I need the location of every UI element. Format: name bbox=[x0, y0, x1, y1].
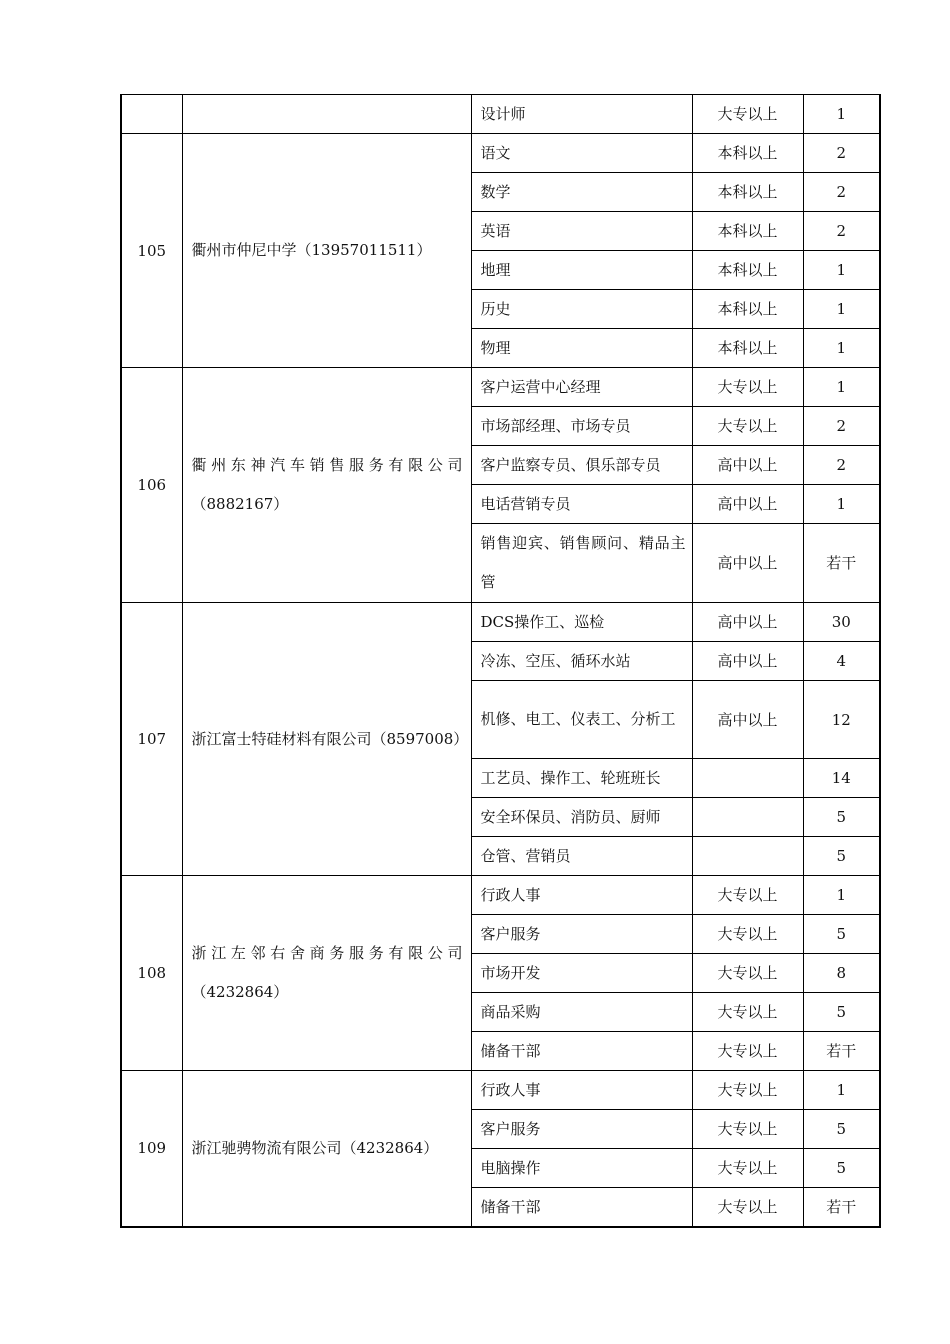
education-requirement: 高中以上 bbox=[692, 446, 803, 485]
headcount: 5 bbox=[803, 915, 880, 954]
position-title: 市场部经理、市场专员 bbox=[480, 417, 631, 435]
position-title: 商品采购 bbox=[480, 1003, 541, 1021]
position-cell bbox=[471, 1071, 692, 1110]
position-cell bbox=[471, 837, 692, 876]
position-title: 工艺员、操作工、轮班班长 bbox=[480, 769, 661, 787]
position-cell bbox=[471, 212, 692, 251]
education-requirement: 本科以上 bbox=[692, 212, 803, 251]
position-cell bbox=[471, 290, 692, 329]
position-title: 客户运营中心经理 bbox=[480, 378, 601, 396]
company-name: 浙江富士特硅材料有限公司（8597008） bbox=[191, 729, 469, 748]
education-requirement: 大专以上 bbox=[692, 915, 803, 954]
education-requirement: 本科以上 bbox=[692, 329, 803, 368]
education-requirement: 大专以上 bbox=[692, 954, 803, 993]
position-title: 电话营销专员 bbox=[480, 495, 571, 513]
position-cell bbox=[471, 1188, 692, 1227]
education-requirement: 大专以上 bbox=[692, 407, 803, 446]
company-name-cell bbox=[182, 368, 471, 603]
education-requirement: 大专以上 bbox=[692, 1071, 803, 1110]
headcount: 14 bbox=[803, 759, 880, 798]
position-cell bbox=[471, 485, 692, 524]
position-title: 仓管、营销员 bbox=[480, 847, 571, 865]
position-cell bbox=[471, 407, 692, 446]
education-requirement: 大专以上 bbox=[692, 95, 803, 134]
headcount: 1 bbox=[803, 95, 880, 134]
position-cell bbox=[471, 798, 692, 837]
headcount: 1 bbox=[803, 251, 880, 290]
education-requirement: 大专以上 bbox=[692, 368, 803, 407]
position-cell bbox=[471, 642, 692, 681]
position-cell bbox=[471, 993, 692, 1032]
company-name: 浙江驰骋物流有限公司（4232864） bbox=[191, 1138, 439, 1157]
education-requirement: 大专以上 bbox=[692, 993, 803, 1032]
company-name-cell bbox=[182, 603, 471, 876]
education-requirement bbox=[692, 837, 803, 876]
table-row bbox=[121, 1071, 880, 1110]
position-cell bbox=[471, 1149, 692, 1188]
table-row bbox=[121, 95, 880, 134]
headcount: 1 bbox=[803, 485, 880, 524]
position-title: 物理 bbox=[480, 339, 511, 357]
company-number-cell: 105 bbox=[121, 134, 182, 368]
position-title: 语文 bbox=[480, 144, 511, 162]
headcount: 2 bbox=[803, 134, 880, 173]
headcount: 1 bbox=[803, 290, 880, 329]
table-row bbox=[121, 603, 880, 642]
company-name-cell bbox=[182, 134, 471, 368]
position-cell bbox=[471, 954, 692, 993]
position-title: 电脑操作 bbox=[480, 1159, 541, 1177]
position-title: 数学 bbox=[480, 183, 511, 201]
headcount: 12 bbox=[803, 681, 880, 759]
position-cell bbox=[471, 915, 692, 954]
headcount: 2 bbox=[803, 173, 880, 212]
headcount: 2 bbox=[803, 212, 880, 251]
position-cell bbox=[471, 1110, 692, 1149]
position-title: 历史 bbox=[480, 300, 511, 318]
position-title: 地理 bbox=[480, 261, 511, 279]
headcount: 1 bbox=[803, 1071, 880, 1110]
headcount: 5 bbox=[803, 1110, 880, 1149]
headcount: 1 bbox=[803, 876, 880, 915]
position-title: 储备干部 bbox=[480, 1042, 541, 1060]
company-number-cell: 109 bbox=[121, 1071, 182, 1227]
education-requirement: 本科以上 bbox=[692, 134, 803, 173]
position-cell bbox=[471, 759, 692, 798]
table-row bbox=[121, 368, 880, 407]
education-requirement: 大专以上 bbox=[692, 1110, 803, 1149]
headcount: 5 bbox=[803, 798, 880, 837]
job-listing-table bbox=[120, 94, 881, 1228]
headcount: 30 bbox=[803, 603, 880, 642]
company-name: 衢州市仲尼中学（13957011511） bbox=[191, 241, 432, 259]
position-cell bbox=[471, 368, 692, 407]
position-title: 储备干部 bbox=[480, 1197, 541, 1216]
education-requirement: 高中以上 bbox=[692, 642, 803, 681]
education-requirement: 本科以上 bbox=[692, 173, 803, 212]
headcount: 5 bbox=[803, 837, 880, 876]
headcount: 若干 bbox=[803, 1188, 880, 1227]
position-title: 客户监察专员、俱乐部专员 bbox=[480, 456, 661, 474]
education-requirement: 高中以上 bbox=[692, 603, 803, 642]
education-requirement: 大专以上 bbox=[692, 1032, 803, 1071]
position-title: 行政人事 bbox=[480, 886, 541, 904]
position-cell bbox=[471, 524, 692, 603]
company-number-cell bbox=[121, 95, 182, 134]
headcount: 1 bbox=[803, 329, 880, 368]
position-title: 市场开发 bbox=[480, 964, 541, 982]
education-requirement: 大专以上 bbox=[692, 876, 803, 915]
table-row bbox=[121, 134, 880, 173]
company-number-cell: 107 bbox=[121, 603, 182, 876]
headcount: 5 bbox=[803, 1149, 880, 1188]
position-cell bbox=[471, 446, 692, 485]
company-name-cell bbox=[182, 95, 471, 134]
headcount: 8 bbox=[803, 954, 880, 993]
position-title: 行政人事 bbox=[480, 1081, 541, 1099]
position-title: 机修、电工、仪表工、分析工 bbox=[480, 710, 676, 728]
position-title: 英语 bbox=[480, 222, 511, 240]
position-title: 销售迎宾、销售顾问、精品主管 bbox=[480, 534, 686, 591]
position-title: 客户服务 bbox=[480, 925, 541, 943]
position-cell bbox=[471, 95, 692, 134]
company-number-cell: 108 bbox=[121, 876, 182, 1071]
position-title: 设计师 bbox=[480, 105, 526, 123]
company-number-cell: 106 bbox=[121, 368, 182, 603]
table-row bbox=[121, 876, 880, 915]
position-cell bbox=[471, 1032, 692, 1071]
education-requirement: 高中以上 bbox=[692, 681, 803, 759]
position-cell bbox=[471, 329, 692, 368]
education-requirement: 本科以上 bbox=[692, 251, 803, 290]
headcount: 4 bbox=[803, 642, 880, 681]
position-cell bbox=[471, 603, 692, 642]
position-title: 客户服务 bbox=[480, 1120, 541, 1138]
position-cell bbox=[471, 251, 692, 290]
education-requirement: 大专以上 bbox=[692, 1149, 803, 1188]
company-name: 浙江左邻右舍商务服务有限公司（4232864） bbox=[191, 944, 463, 1001]
education-requirement: 高中以上 bbox=[692, 485, 803, 524]
headcount: 若干 bbox=[803, 1032, 880, 1071]
company-name: 衢州东神汽车销售服务有限公司（8882167） bbox=[191, 456, 463, 513]
education-requirement bbox=[692, 798, 803, 837]
company-name-cell bbox=[182, 1071, 471, 1227]
position-title: 冷冻、空压、循环水站 bbox=[480, 652, 631, 670]
position-cell bbox=[471, 134, 692, 173]
headcount: 5 bbox=[803, 993, 880, 1032]
education-requirement: 大专以上 bbox=[692, 1188, 803, 1227]
headcount: 1 bbox=[803, 368, 880, 407]
company-name-cell bbox=[182, 876, 471, 1071]
position-title: DCS操作工、巡检 bbox=[480, 613, 605, 631]
education-requirement: 高中以上 bbox=[692, 524, 803, 603]
position-cell bbox=[471, 876, 692, 915]
education-requirement bbox=[692, 759, 803, 798]
education-requirement: 本科以上 bbox=[692, 290, 803, 329]
position-cell bbox=[471, 173, 692, 212]
headcount: 若干 bbox=[803, 524, 880, 603]
headcount: 2 bbox=[803, 407, 880, 446]
position-title: 安全环保员、消防员、厨师 bbox=[480, 808, 661, 826]
position-cell bbox=[471, 681, 692, 759]
headcount: 2 bbox=[803, 446, 880, 485]
